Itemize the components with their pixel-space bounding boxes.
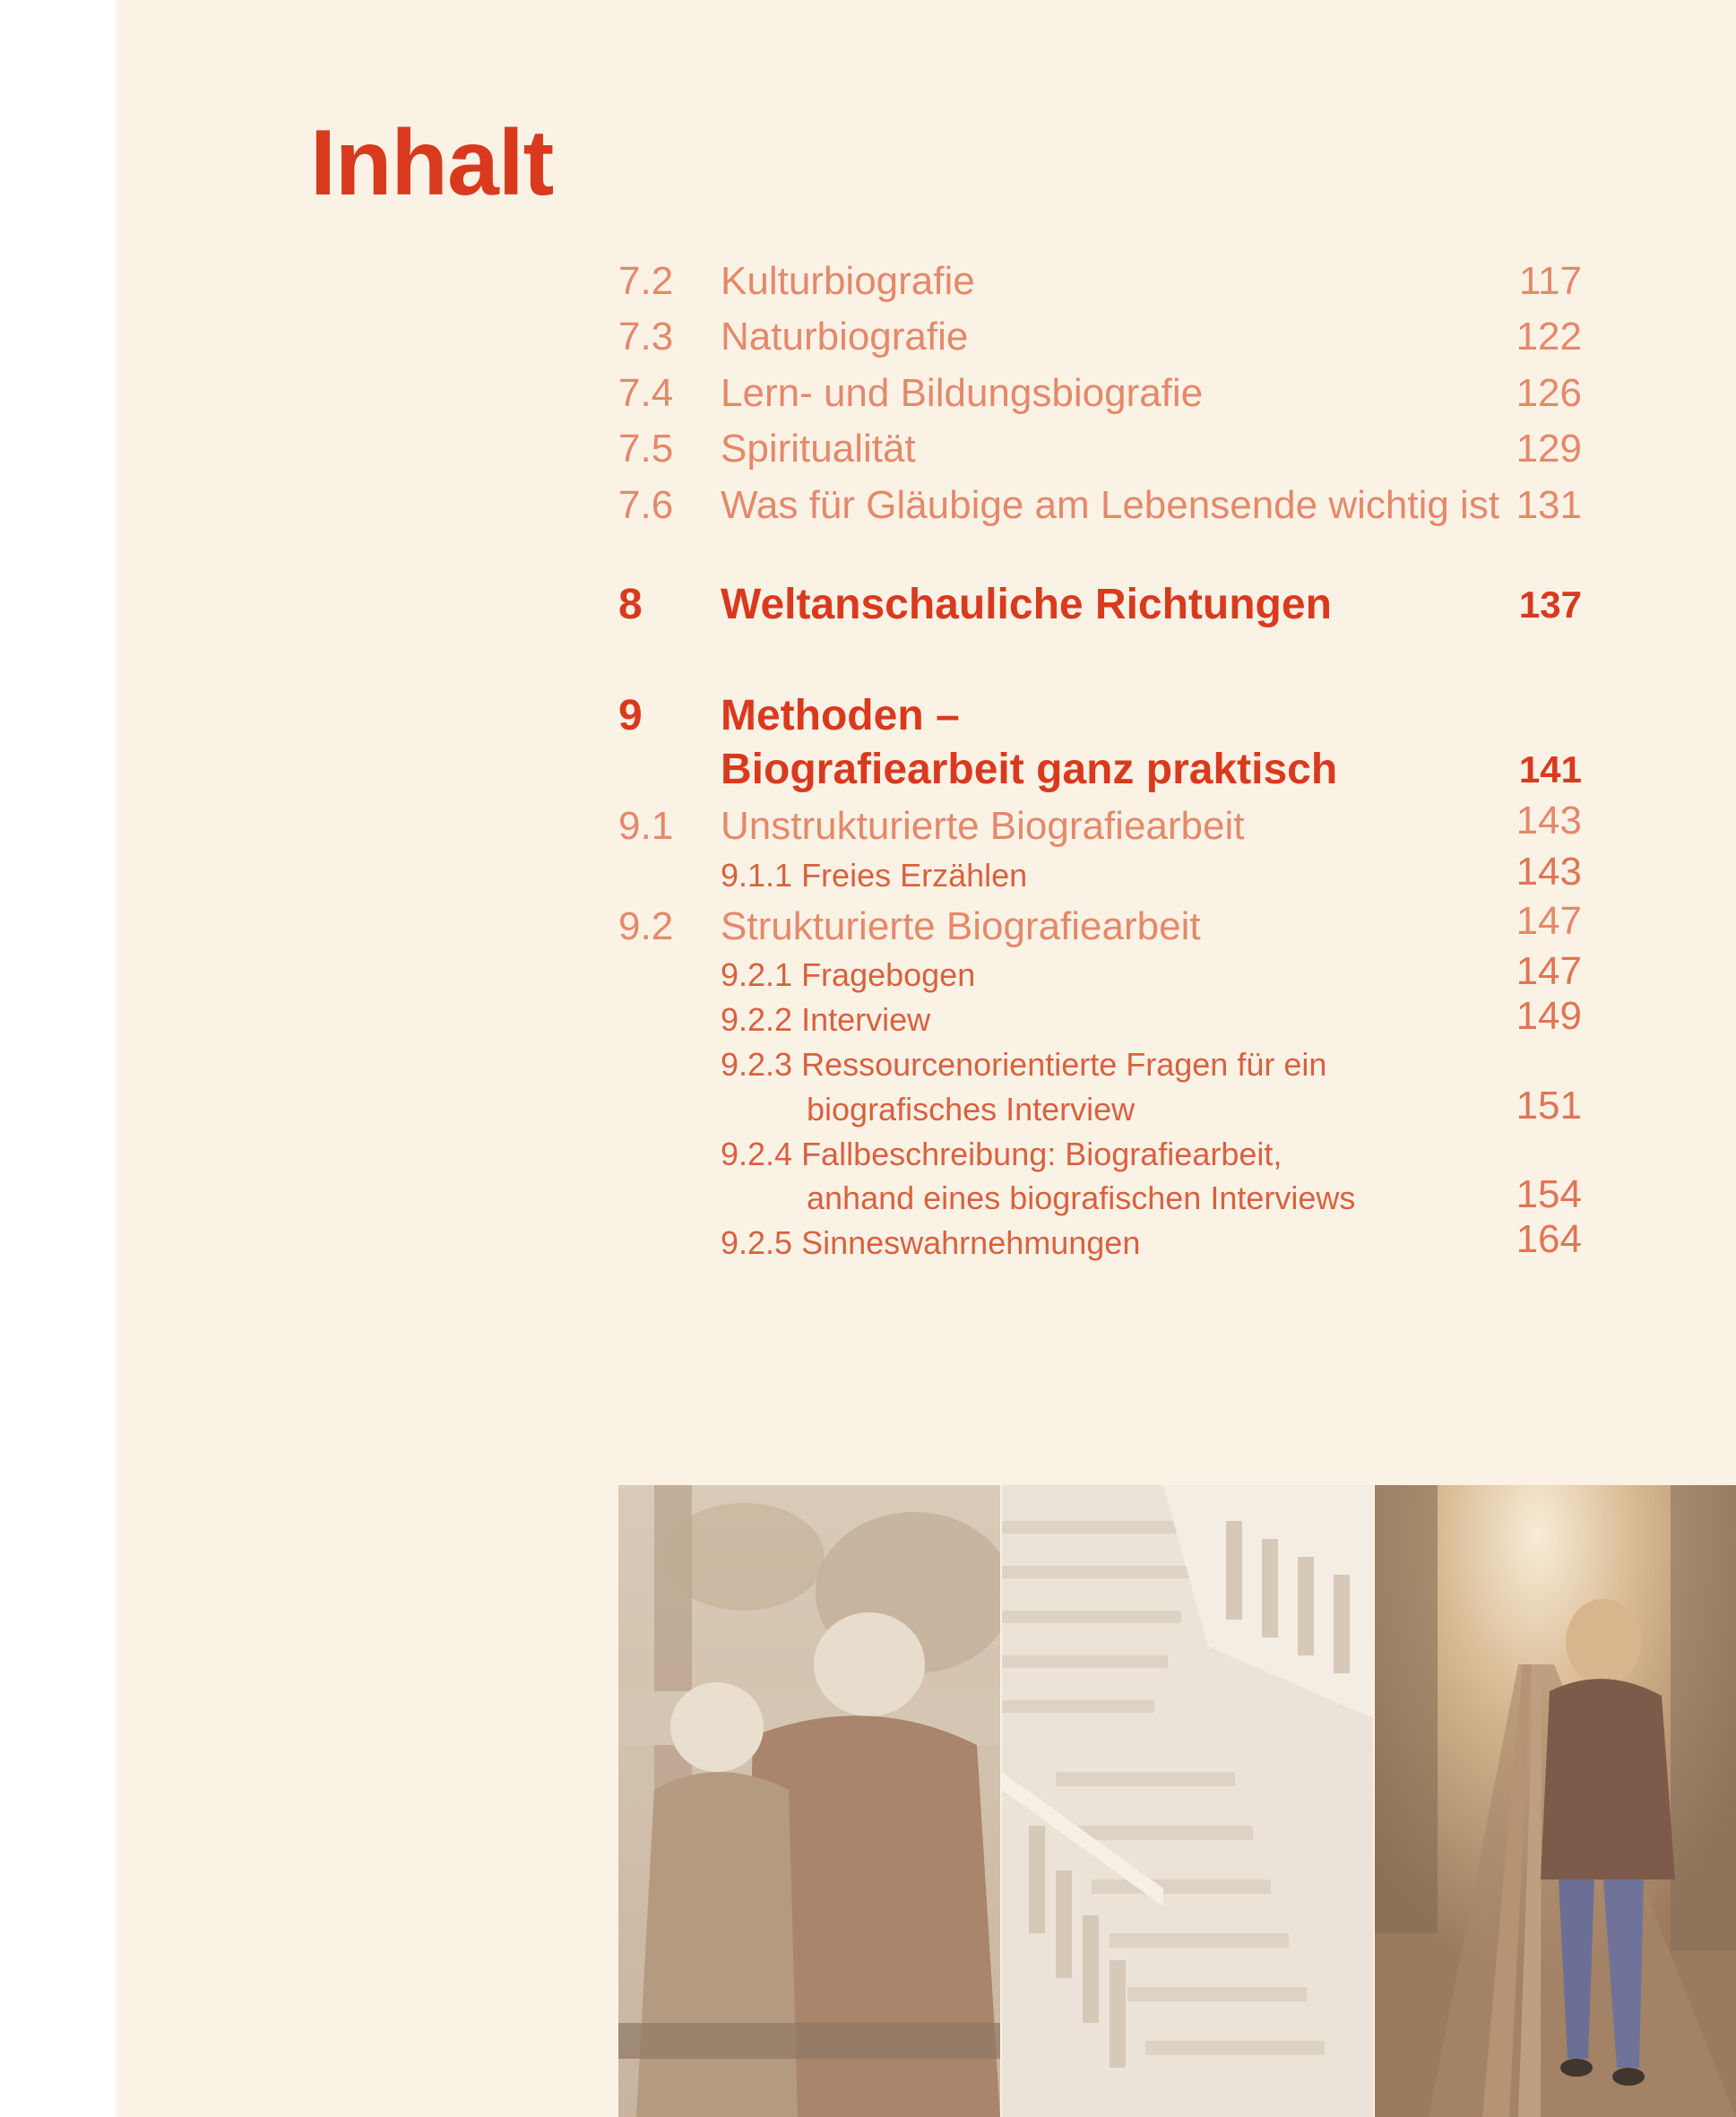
- toc-entry-9-2-3[interactable]: [618, 1044, 1582, 1085]
- toc-label: Spiritualität: [721, 427, 916, 471]
- toc-label: 9.2.2 Interview: [721, 1001, 931, 1038]
- toc-entry-9-2-4-cont[interactable]: [618, 1172, 1582, 1219]
- toc-number: 9.2: [618, 904, 674, 948]
- toc-page: 141: [1518, 748, 1582, 791]
- toc-label: biografisches Interview: [807, 1091, 1136, 1128]
- toc-page: 143: [1516, 799, 1582, 842]
- toc-page: 143: [1516, 850, 1582, 894]
- page-title: Inhalt: [310, 111, 554, 215]
- toc-label: Lern- und Bildungsbiografie: [721, 371, 1204, 415]
- toc-label: 9.2.4 Fallbeschreibung: Biografiearbeit,: [721, 1136, 1283, 1172]
- toc-entry-9-2-4[interactable]: [618, 1134, 1582, 1175]
- toc-page: 154: [1516, 1172, 1582, 1216]
- toc-page: 131: [1516, 483, 1582, 527]
- toc-page: 147: [1516, 899, 1582, 943]
- toc-page: 122: [1516, 315, 1582, 359]
- photo-couple-on-bench: [618, 1485, 1000, 2117]
- toc-label: 9.2.5 Sinneswahrnehmungen: [721, 1224, 1141, 1261]
- photo-woman-on-tracks: [1375, 1485, 1736, 2117]
- toc-entry-9-2-2[interactable]: [618, 994, 1582, 1041]
- toc-label: Unstrukturierte Biografiearbeit: [721, 804, 1245, 848]
- toc-entry-7-5[interactable]: [618, 426, 1582, 472]
- toc-label: Kulturbiografie: [721, 259, 975, 303]
- toc-entry-9-2-3-cont[interactable]: [618, 1084, 1582, 1130]
- toc-label: Weltanschauliche Richtungen: [721, 581, 1332, 628]
- toc-number: 7.5: [618, 427, 674, 471]
- toc-entry-chapter-9[interactable]: [618, 689, 1582, 743]
- toc-entry-9-2[interactable]: [618, 899, 1582, 950]
- toc-page: 164: [1516, 1217, 1582, 1261]
- toc-label: 9.1.1 Freies Erzählen: [721, 857, 1028, 894]
- toc-entry-7-4[interactable]: [618, 370, 1582, 417]
- photo-staircase: [1002, 1485, 1373, 2117]
- toc-entry-7-6[interactable]: [618, 482, 1582, 529]
- toc-number: 7.3: [618, 315, 674, 359]
- toc-entry-9-1[interactable]: [618, 799, 1582, 850]
- toc-entry-7-3[interactable]: [618, 314, 1582, 360]
- toc-number: 7.6: [618, 483, 674, 527]
- toc-label: Biografiearbeit ganz praktisch: [721, 746, 1338, 793]
- toc-page: 151: [1516, 1084, 1582, 1128]
- toc-number: 8: [618, 581, 643, 628]
- toc-label: Was für Gläubige am Lebensende wichtig ist: [721, 483, 1500, 527]
- toc-entry-9-2-5[interactable]: [618, 1217, 1582, 1264]
- toc-label: Naturbiografie: [721, 315, 969, 359]
- toc-entry-chapter-8[interactable]: [618, 578, 1582, 632]
- toc-label: 9.2.1 Fragebogen: [721, 956, 976, 993]
- toc-page: 149: [1516, 994, 1582, 1038]
- toc-label: anhand eines biografischen Interviews: [807, 1179, 1356, 1216]
- photo-strip: [618, 1485, 1736, 2117]
- toc-number: 9: [618, 692, 643, 739]
- toc-page: 147: [1516, 949, 1582, 993]
- toc-page: 117: [1518, 259, 1582, 303]
- toc-entry-7-2[interactable]: [618, 258, 1582, 305]
- toc-page: 126: [1516, 371, 1582, 415]
- toc-entry-9-1-1[interactable]: [618, 850, 1582, 896]
- toc-label: 9.2.3 Ressourcenorientierte Fragen für ein: [721, 1046, 1327, 1083]
- toc-page: 129: [1516, 427, 1582, 471]
- toc-entry-9-2-1[interactable]: [618, 949, 1582, 996]
- toc-entry-chapter-9-cont[interactable]: [618, 743, 1582, 797]
- toc-number: 9.1: [618, 804, 674, 848]
- toc-number: 7.4: [618, 371, 674, 415]
- toc-number: 7.2: [618, 259, 674, 303]
- toc-page: 137: [1518, 583, 1582, 626]
- toc-label: Methoden –: [721, 692, 960, 739]
- toc-label: Strukturierte Biografiearbeit: [721, 904, 1201, 948]
